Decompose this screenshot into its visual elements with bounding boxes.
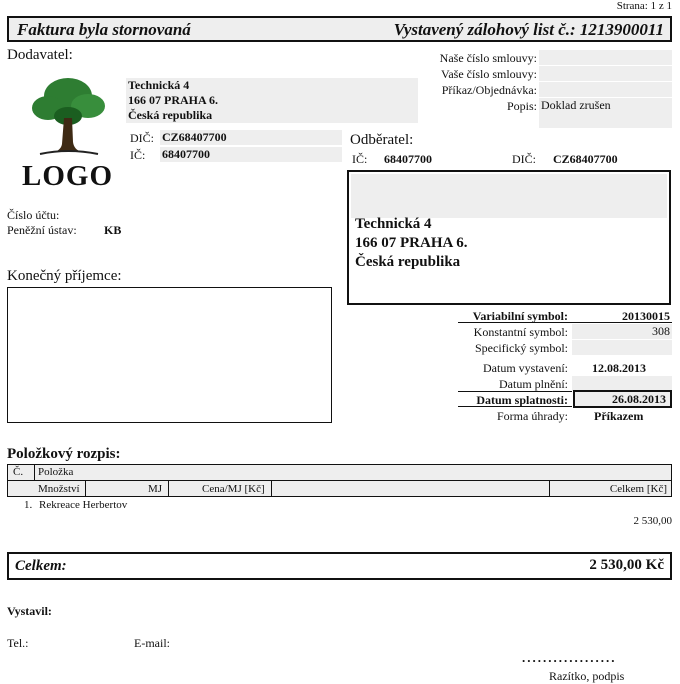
- col-price-header: Cena/MJ [Kč]: [202, 483, 265, 495]
- total-bar: [7, 552, 672, 580]
- due-date-label: Datum splatnosti:: [476, 393, 568, 407]
- constant-symbol-label: Konstantní symbol:: [473, 325, 568, 339]
- table-row: [24, 499, 127, 511]
- customer-country: Česká republika: [355, 254, 461, 270]
- logo-text: LOGO: [22, 160, 114, 192]
- payment-method-label: Forma úhrady:: [497, 409, 568, 423]
- due-date-value: 26.08.2013: [573, 390, 672, 408]
- final-recipient-title: Konečný příjemce:: [7, 268, 122, 284]
- supplier-title: Dodavatel:: [7, 47, 73, 63]
- col-total-header: Celkem [Kč]: [609, 483, 667, 495]
- supplier-address: [126, 78, 418, 123]
- company-logo: [20, 74, 112, 194]
- issue-date-value: 12.08.2013: [592, 361, 646, 375]
- col-no-header: Č.: [13, 466, 24, 478]
- description-label: Popis:: [506, 99, 537, 113]
- email-label: E-mail:: [134, 636, 170, 650]
- due-date-label-frame: [458, 391, 572, 407]
- row-number: 1.: [24, 499, 33, 511]
- total-value: 2 530,00 Kč: [589, 557, 664, 573]
- issue-date-label: Datum vystavení:: [483, 361, 568, 375]
- your-contract-label: Vaše číslo smlouvy:: [441, 67, 537, 81]
- total-label: Celkem:: [15, 558, 67, 574]
- our-contract-value: [539, 50, 672, 65]
- supplier-city: 166 07 PRAHA 6.: [128, 93, 218, 107]
- row-total: 2 530,00: [633, 515, 672, 527]
- customer-title: Odběratel:: [350, 132, 414, 148]
- page-counter: Strana: 1 z 1: [616, 0, 672, 12]
- bank-value: KB: [104, 223, 122, 237]
- col-unit-header: MJ: [148, 483, 163, 495]
- your-contract-value: [539, 66, 672, 81]
- customer-street: Technická 4: [355, 216, 432, 232]
- customer-address: [355, 215, 468, 272]
- document-header: [7, 16, 672, 42]
- specific-symbol-value: [572, 340, 672, 355]
- customer-name-area: [351, 174, 667, 218]
- variable-symbol-value: 20130015: [622, 309, 670, 323]
- supplier-street: Technická 4: [128, 78, 190, 92]
- col-total-divider: [549, 480, 550, 496]
- order-label: Příkaz/Objednávka:: [441, 83, 537, 97]
- variable-symbol-underline: [458, 322, 672, 323]
- customer-city: 166 07 PRAHA 6.: [355, 235, 468, 251]
- supplier-ic-value: 68407700: [160, 147, 342, 162]
- document-title: Vystavený zálohový list č.: 1213900011: [393, 20, 664, 39]
- customer-dic-label: DIČ:: [512, 152, 536, 166]
- variable-symbol-label: Variabilní symbol:: [472, 309, 568, 323]
- tree-icon: [28, 74, 108, 160]
- col-qty-header: Množství: [38, 483, 80, 495]
- col-price-divider: [271, 480, 272, 496]
- constant-symbol-value: 308: [572, 324, 672, 339]
- customer-dic-value: CZ68407700: [553, 152, 618, 166]
- supplier-ic-label: IČ:: [130, 148, 146, 162]
- supplier-dic-label: DIČ:: [130, 131, 154, 145]
- payment-method-value: Příkazem: [594, 409, 644, 423]
- items-table-header: [7, 464, 672, 497]
- signature-line: ..................: [522, 650, 617, 665]
- customer-address-box: [347, 170, 671, 305]
- specific-symbol-label: Specifický symbol:: [475, 341, 568, 355]
- col-qty-divider: [85, 480, 86, 496]
- items-header-divider: [8, 480, 671, 481]
- fulfillment-date-label: Datum plnění:: [499, 377, 568, 391]
- col-no-divider: [34, 465, 35, 480]
- supplier-dic-value: CZ68407700: [160, 130, 342, 145]
- row-item-name: Rekreace Herbertov: [39, 499, 128, 511]
- final-recipient-box: [7, 287, 332, 423]
- customer-ic-value: 68407700: [384, 152, 432, 166]
- col-unit-divider: [168, 480, 169, 496]
- fulfillment-date-value: [572, 376, 672, 391]
- description-value: Doklad zrušen: [539, 98, 672, 128]
- bank-label: Peněžní ústav:: [7, 223, 77, 237]
- tel-label: Tel.:: [7, 636, 29, 650]
- cancelled-notice: Faktura byla stornovaná: [17, 20, 191, 39]
- issued-by-label: Vystavil:: [7, 604, 52, 618]
- signature-label: Razítko, podpis: [549, 669, 625, 683]
- supplier-country: Česká republika: [128, 108, 213, 122]
- account-label: Číslo účtu:: [7, 208, 60, 222]
- our-contract-label: Naše číslo smlouvy:: [439, 51, 537, 65]
- order-value: [539, 82, 672, 97]
- items-title: Položkový rozpis:: [7, 446, 121, 462]
- customer-ic-label: IČ:: [352, 152, 368, 166]
- col-item-header: Položka: [38, 466, 74, 478]
